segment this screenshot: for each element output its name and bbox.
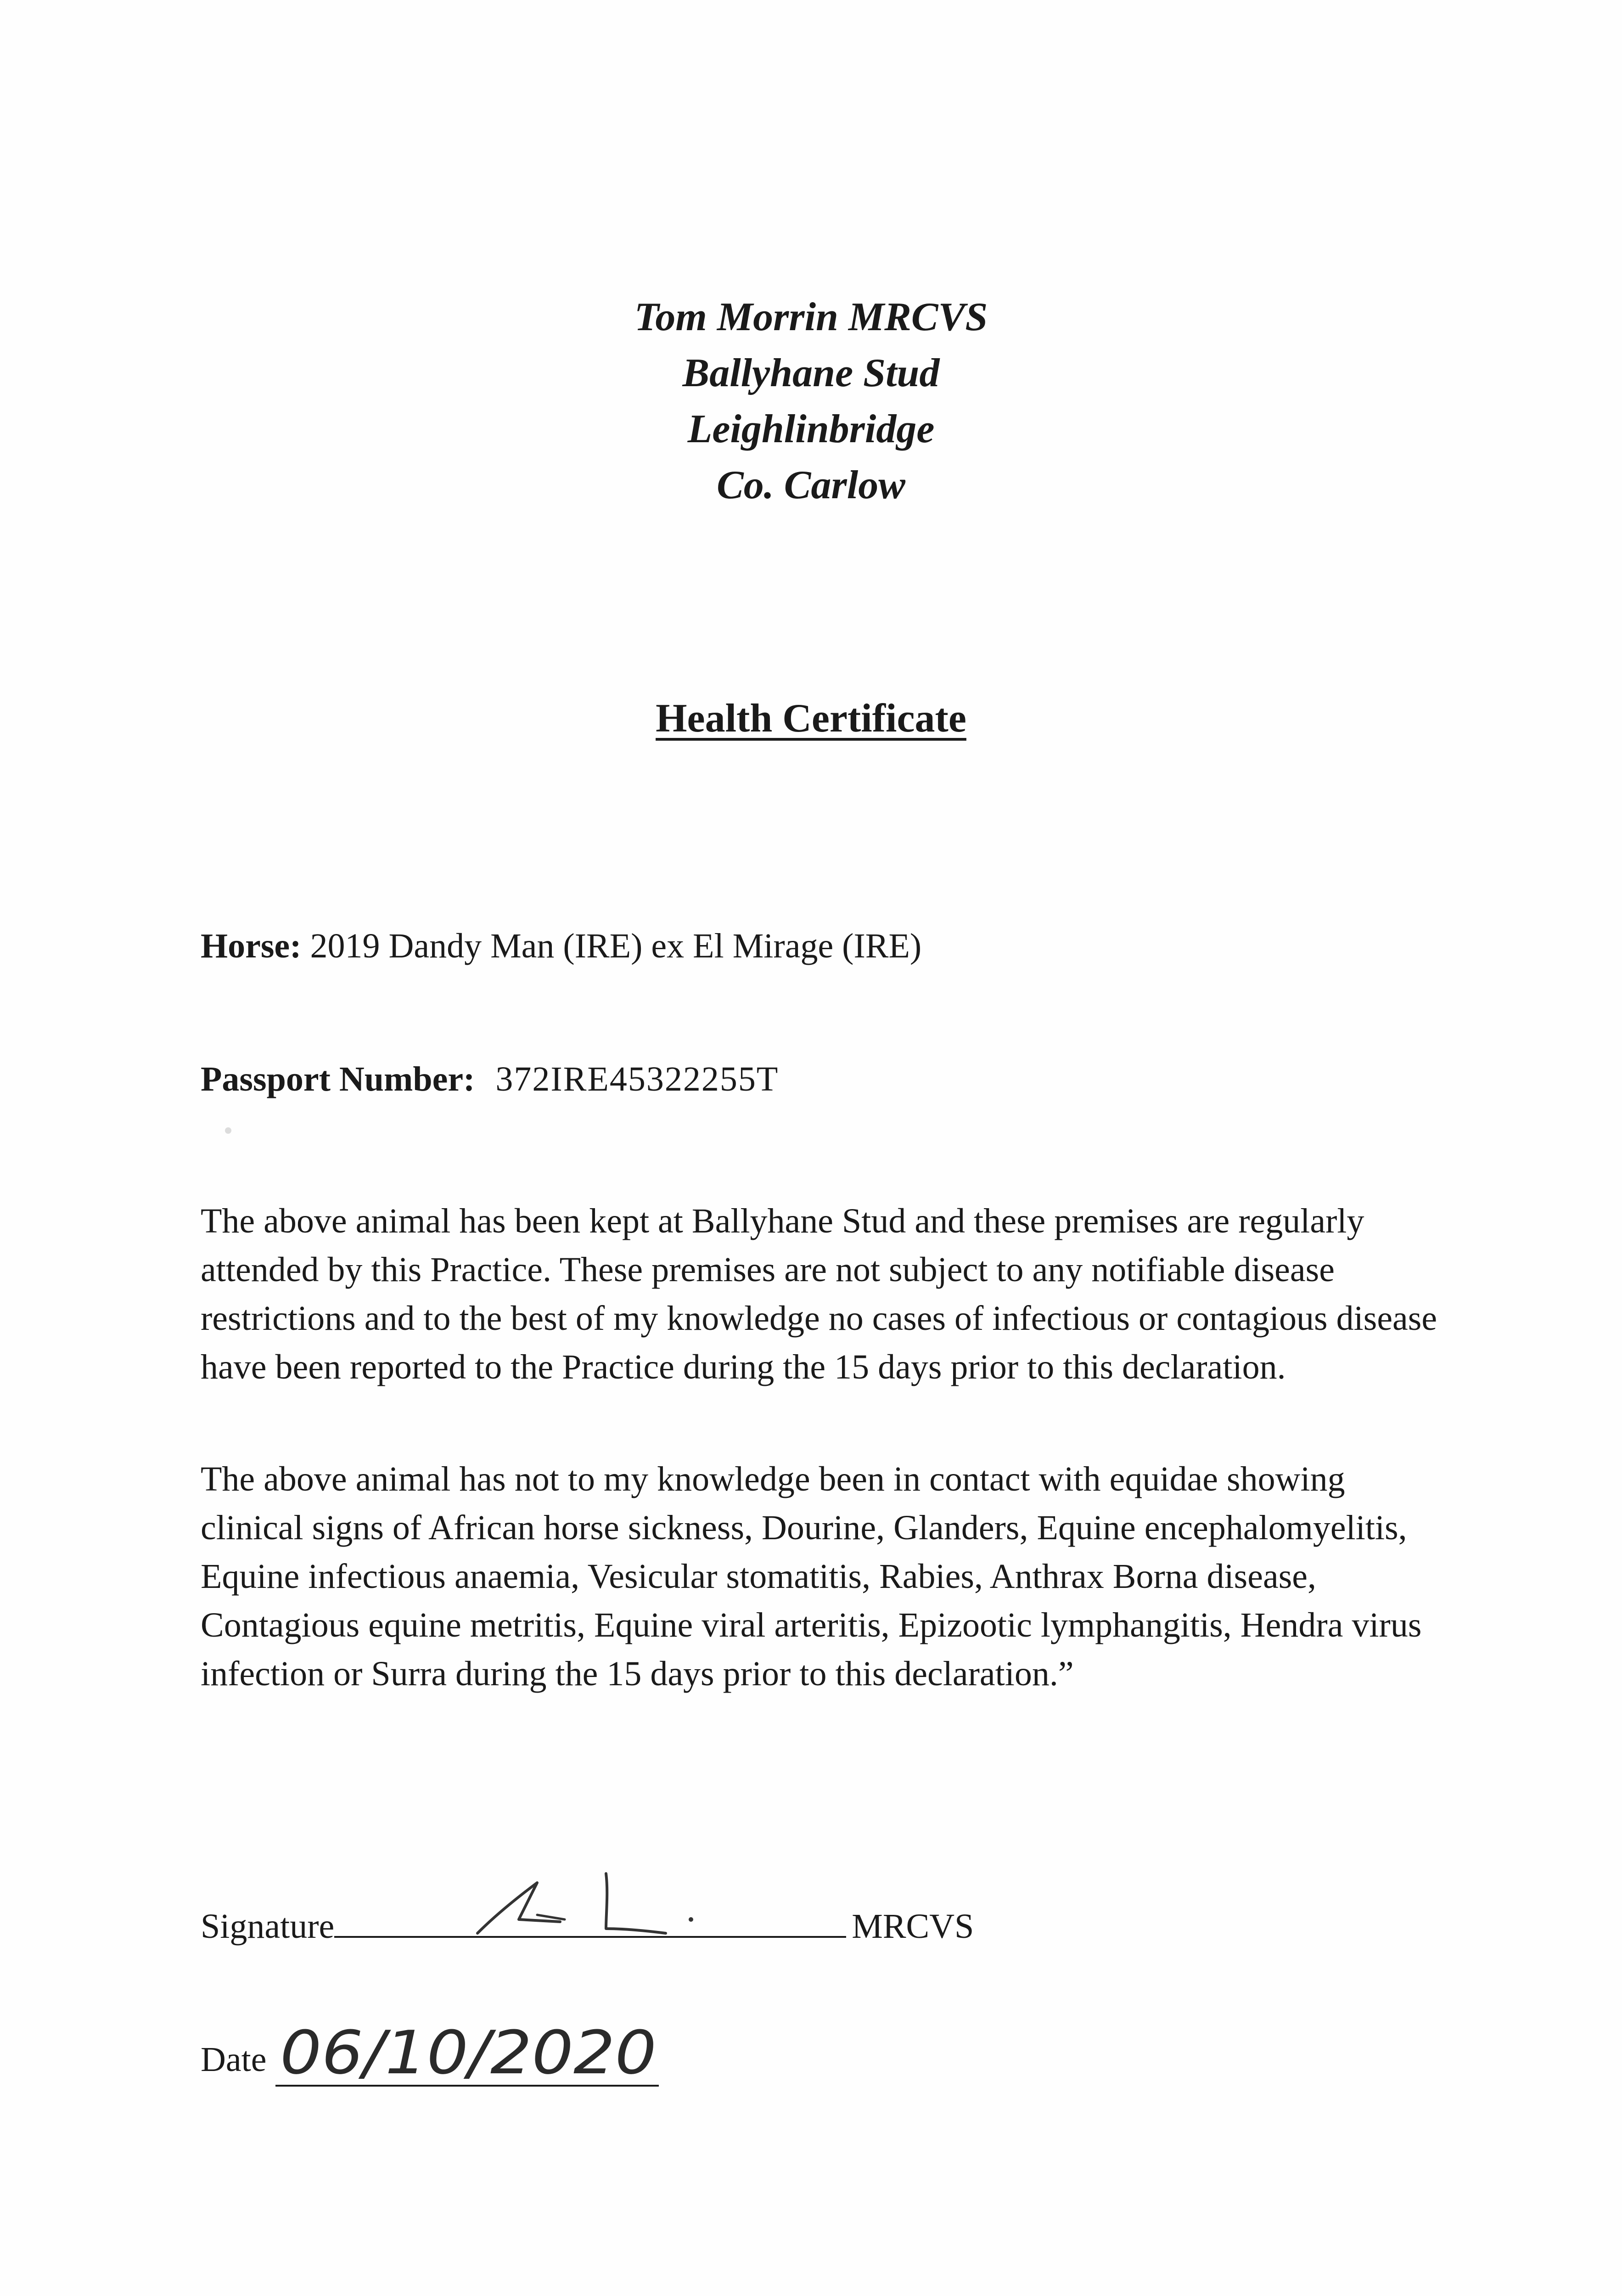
signature-suffix: MRCVS	[852, 1907, 974, 1946]
horse-field	[201, 923, 921, 969]
signature-label: Signature	[201, 1907, 335, 1946]
date-label: Date	[201, 2040, 267, 2079]
date-line	[275, 2085, 659, 2087]
declaration-paragraph-1: The above animal has been kept at Ballyhane Stud and these premises are regularly attended by this Practice. These premises are not subject to any notifiable disease restrictions and to the best of my knowledge no cases of infectious or contagious disease have been reported to the Practice during the 15 days prior to this declaration.	[201, 1202, 1437, 1386]
handwritten-signature	[468, 1864, 707, 1956]
date-value: 06/10/2020	[280, 2018, 657, 2088]
passport-label: Passport Number:	[201, 1060, 475, 1098]
title-text: Health Certificate	[656, 696, 966, 741]
town-name: Leighlinbridge	[687, 407, 935, 451]
letterhead	[0, 289, 1622, 513]
passport-field	[201, 1056, 779, 1102]
stud-name: Ballyhane Stud	[682, 351, 940, 395]
date-row	[201, 2037, 266, 2082]
horse-value: 2019 Dandy Man (IRE) ex El Mirage (IRE)	[310, 927, 922, 965]
county-name: Co. Carlow	[717, 463, 905, 507]
vet-name: Tom Morrin MRCVS	[634, 295, 988, 339]
declaration-paragraph-2: The above animal has not to my knowledge been in contact with equidae showing clinical signs of African horse sickness, Dourine, Glanders, Equine encephalomyelitis, Equine infectious anaemia, Vesicular stomatitis, Rabies, Anthrax Borna disease, Contagious equine metritis, Equine viral arteritis, Epizootic lymphangitis, Hendra virus infection or Surra during the 15 days prior to this declaration.”	[201, 1460, 1422, 1693]
horse-label: Horse:	[201, 927, 302, 965]
passport-value: 372IRE45322255T	[495, 1060, 779, 1098]
scan-speck	[225, 1127, 231, 1134]
page-title	[0, 693, 1622, 744]
